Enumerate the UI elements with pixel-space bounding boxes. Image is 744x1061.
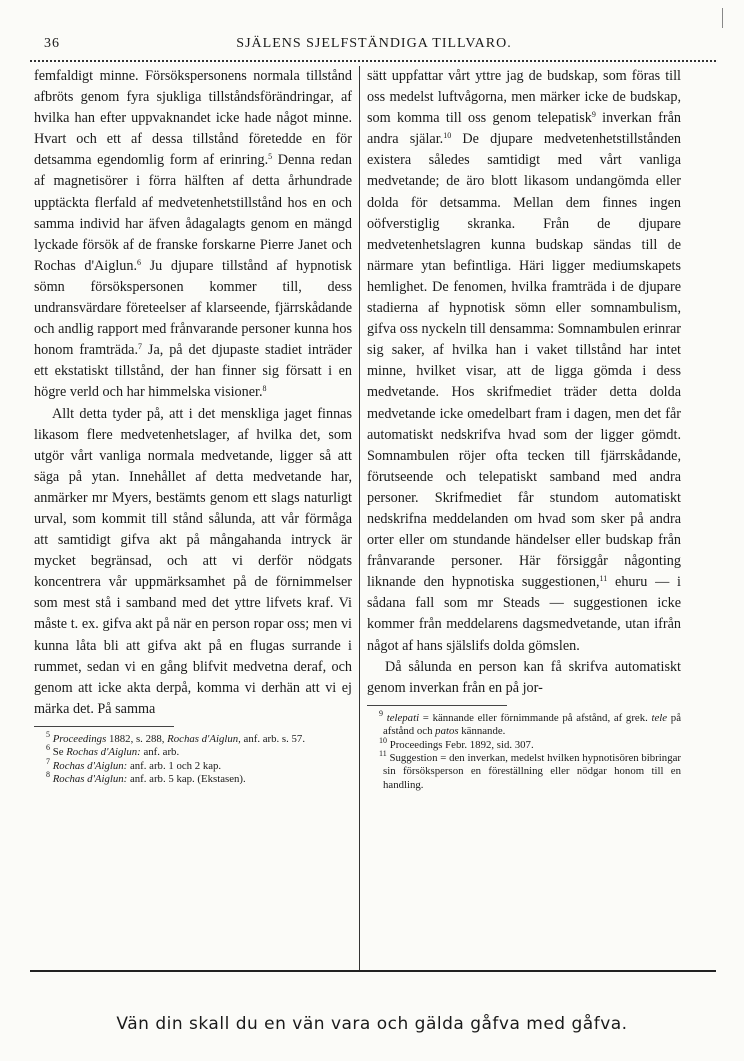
footnote-9: $^9$ telepati = kännande eller förnimmande på afstånd, af grek. tele på afstånd och patos kännande. — [379, 708, 681, 738]
footnote-ref-11[interactable]: 11 — [599, 574, 608, 584]
footnote-ref-7[interactable]: 7 — [138, 342, 143, 352]
footnote-ref-5[interactable]: 5 — [268, 152, 273, 162]
left-paragraph-2: Allt detta tyder på, att i det menskliga jaget finnas likasom flere medvetenhetslager, af hvilka det, som utgör vårt vanliga normala medvetande, ligger så att säga på ytan. Innehållet af detta medvetande har, anmärker mr Myers, bestämts genom ett slags naturligt urval, som kommit till stånd sålunda, att vår förmåga att samtidigt gifva akt på mångahanda intryck är mycket begränsad, och att vi derför nödgats koncentrera vår uppmärksamhet på de förnimmelser som mest stå i samband med det yttre lifvets kraf. Vi måste t. ex. gifva akt på när en person ropar oss; men vi kunna låta bli att gifva akt på en flugas surrande i rummet, sedan vi en gång blifvit medvetna deraf, och genom att icke akta derpå, komma vi derhän att vi ej märka det. På samma — [34, 405, 352, 717]
footnote-7: $^7$ Rochas d'Aiglun: anf. arb. 1 och 2 kap. — [46, 756, 222, 772]
right-paragraph-2: Då sålunda en person kan få skrifva automatiskt genom inverkan från en på jor- — [367, 658, 681, 696]
margin-mark — [722, 8, 724, 28]
header-dotted-rule — [30, 60, 716, 62]
left-paragraph-1: femfaldigt minne. Försökspersonens normala tillstånd afbröts genom fyra sjukliga tillståndsförändringar, af hvilka han efter uppvaknandet icke hade något minne. Hvart och ett af dessa tillstånd företedde en för detsamma egendomlig form af erinring.$^5$ Denna redan af magnetisörer i förra hälften af detta århundrade upptäckta flerfald af medvetenhetstillstånd hos en och samma individ har äfven ådagalagts genom en mängd lyckade försök af de franske forskarne Pierre Janet och Rochas d'Aiglun.$^6$ Ju djupare tillstånd af hypnotisk sömn försökspersonen kommer till, dess undransvärdare företeelser af klarseende, fjärrskådande och andlig rapport med frånvarande personer kunna hos honom framträda.$^7$ Ja, på det djupaste stadiet inträder ett ekstatiskt tillstånd, der han finner sig försatt i en högre verld och har himmelska visioner.$^8$ — [34, 68, 352, 401]
running-title: SJÄLENS SJELFSTÄNDIGA TILLVARO. — [236, 36, 512, 51]
footnote-ref-9[interactable]: 9 — [591, 110, 596, 120]
right-paragraph-1: sätt uppfattar vårt yttre jag de budskap, som föras till oss medelst luftvågorna, men märker icke de budskap, som komma till oss genom telepatisk$^9$ inverkan från andra själar.$^{10}$ De djupare medvetenhetstillstånden existera således samtidigt med vårt vanliga medvetande; de äro blott likasom undangömda eller dolda för detsamma. Mellan dem finnes ingen oöfverstiglig skranka. Från de djupare medvetenhetslagren kunna budskap sändas till de närmare ytan befintliga. Häri ligger mediumskapets hemlighet. De fenomen, hvilka framträda i de djupare stadierna af hypnotisk sömn eller somnambulism, gifva oss nyckeln till densamma: Somnambulen erinrar sig saker, af hvilka han i vaket tillstånd har intet minne, hvilket visar, att de ligga gömda i dess medvetande. Hos skrifmediet träder detta dolda medvetande icke omedelbart fram i dagen, men det får automatiskt nedskrifva hvad som der ligger gömdt. Somnambulen röjer ofta tecken till fjärrskådande, förutseende och telepatiskt samband med andra personer. Skrifmediet får stundom automatiskt nedskrifna meddelanden om hvad som sker på andra orter eller om stundande händelser eller budskap från frånvarande personer. Här försiggår någonting liknande den hypnotiska suggestionen,$^{11}$ ehuru — i sådana fall som mr Steads — suggestionen icke kommer från meddelarens dagsmedvetande, utan ifrån något af hans själslifs dolda gömslen. — [367, 68, 681, 654]
footnote-ref-10[interactable]: 10 — [443, 131, 452, 141]
right-column — [367, 66, 681, 792]
footnotes-right — [367, 708, 681, 792]
footnote-rule-right — [367, 705, 507, 706]
footnote-5: $^5$ Proceedings 1882, s. 288, Rochas d'Aiglun, anf. arb. s. 57. — [46, 729, 306, 745]
footnote-ref-8[interactable]: 8 — [262, 384, 267, 394]
footnote-rule-left — [34, 726, 174, 727]
page-motto: Vän din skall du en vän vara och gälda gåfva med gåfva. — [116, 1014, 628, 1034]
footnote-6: $^6$ Se Rochas d'Aiglun: anf. arb. — [46, 743, 180, 759]
footnote-11: $^{11}$ Suggestion = den inverkan, medelst hvilken hypnotisören bibringar sin försöksperson en föreställning eller nödgar honom till en handling. — [379, 749, 681, 791]
bottom-rule — [30, 970, 716, 972]
left-column — [34, 66, 352, 787]
footnotes-left — [34, 729, 352, 787]
footnote-ref-6[interactable]: 6 — [137, 257, 141, 267]
page-number: 36 — [44, 36, 60, 51]
footnote-10: $^{10}$ Proceedings Febr. 1892, sid. 307. — [379, 735, 534, 751]
column-divider — [359, 66, 360, 970]
page-header — [30, 36, 718, 56]
footnote-8: $^8$ Rochas d'Aiglun: anf. arb. 5 kap. (Ekstasen). — [46, 770, 246, 786]
